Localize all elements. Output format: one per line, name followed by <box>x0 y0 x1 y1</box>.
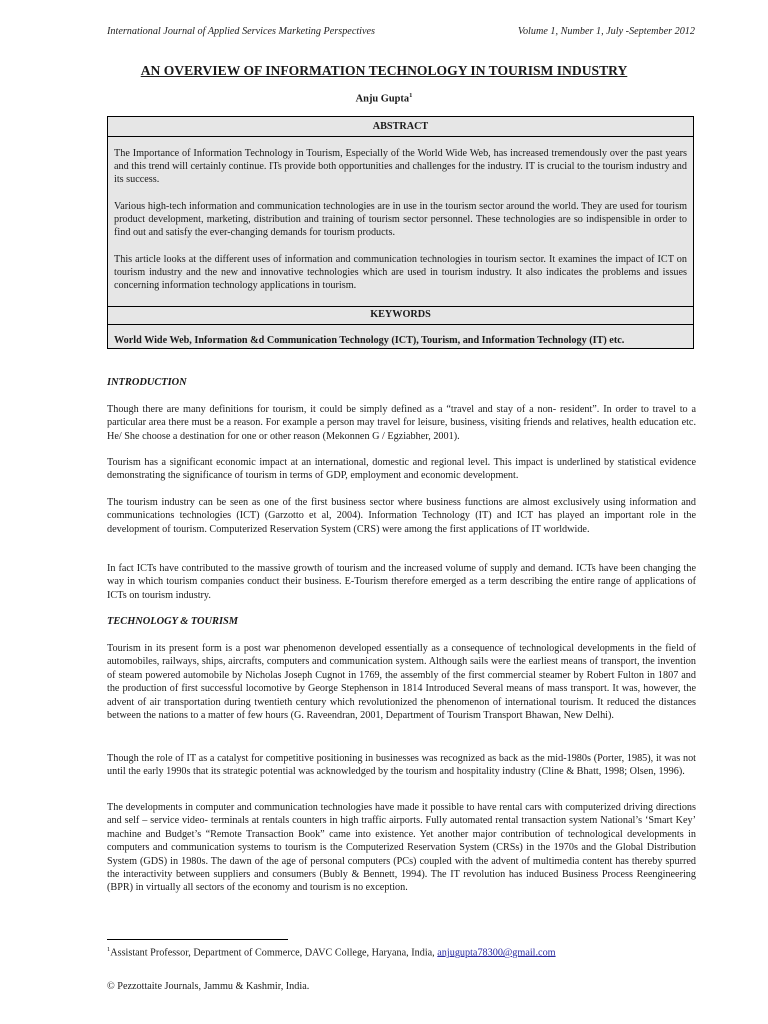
abstract-paragraph: This article looks at the different uses of information and communication technologies in tourism sector. It examines the impact of ICT on tourism industry and the new and innovative technologies which are used in tourism industry. It also indicates the problems and issues concerning information technology applications in tourism. <box>114 254 687 292</box>
keywords-divider-top <box>108 306 693 307</box>
footnote <box>107 946 556 958</box>
footnote-text: Assistant Professor, Department of Commerce, DAVC College, Haryana, India, <box>110 947 438 959</box>
abstract-heading: ABSTRACT <box>372 121 429 132</box>
abstract-paragraph: The Importance of Information Technology in Tourism, Especially of the World Wide Web, has increased tremendously over the past years and this trend will certainly continue. ITs provide both opportunities and challenges for the industry. IT is crucial to the tourism industry and its success. <box>114 148 687 186</box>
section-heading-introduction: INTRODUCTION <box>107 377 187 388</box>
footnote-mark: 1 <box>107 946 111 953</box>
section-heading-technology: TECHNOLOGY & TOURISM <box>107 616 239 627</box>
copyright-notice: © Pezzottaite Journals, Jammu & Kashmir, India. <box>107 981 310 992</box>
abstract-divider <box>108 136 693 137</box>
author-name: Anju Gupta <box>355 93 410 105</box>
body-paragraph: Though there are many definitions for tourism, it could be simply defined as a “travel and stay of a non- resident”. In order to travel to a particular area there must be a reason. For example a person may travel for leisure, business, visiting friends and relatives, health education etc. He/ She choose a destination for one or other reason (Mekonnen G / Egziabher, 2001). <box>107 404 696 442</box>
volume-info: Volume 1, Number 1, July -September 2012 <box>517 26 695 37</box>
keywords-heading: KEYWORDS <box>370 309 431 320</box>
body-paragraph: Though the role of IT as a catalyst for competitive positioning in businesses was recognized as back as the mid-1980s (Porter, 1985), it was not until the early 1990s that its strategic potential was acknowledged by the tourism and hospitality industry (Cline & Bhatt, 1998; Olsen, 1996). <box>107 753 696 778</box>
paper-title: AN OVERVIEW OF INFORMATION TECHNOLOGY IN TOURISM INDUSTRY <box>140 63 628 78</box>
author-footnote-mark: 1 <box>409 92 413 99</box>
abstract-paragraph: Various high-tech information and communication technologies are in use in the tourism sector around the world. They are used for tourism product development, marketing, distribution and training of tourism sector personnel. These technologies are so indispensible in order to find out and satisfy the ever-changing demands for tourism products. <box>114 201 687 239</box>
author-email-link[interactable]: anjugupta78300@gmail.com <box>437 947 556 959</box>
footnote-separator <box>107 939 288 940</box>
body-paragraph: In fact ICTs have contributed to the massive growth of tourism and the increased volume of supply and demand. ICTs have been changing the way in which tourism companies conduct their business. E-Tourism therefore emerged as a term describing the entire range of applications of ICTs on tourism industry. <box>107 563 696 601</box>
body-paragraph: The tourism industry can be seen as one of the first business sector where business functions are almost exclusively using information and communications technologies (ICT) (Garzotto et al, 2004). Information Technology (IT) and ICT has played an important role in the development of tourism. Computerized Reservation System (CRS) were among the first applications of IT worldwide. <box>107 497 696 535</box>
keywords-divider-bottom <box>108 324 693 325</box>
running-header <box>107 26 695 37</box>
journal-name: International Journal of Applied Services Marketing Perspectives <box>107 26 376 37</box>
body-paragraph: The developments in computer and communication technologies have made it possible to have rental cars with computerized driving directions and self – service video- terminals at rentals counters in high traffic airports. Fully automated rental transaction system National’s ‘Smart Key’ machine and Budget’s “Remote Transaction Book” came into existence. Yet another major contribution of technological developments in computers and communication systems to tourism is the Computerized Reservation System (CRSs) in the 1970s and the Global Distribution System (GDS) in 1980s. The dawn of the age of personal computers (PCs) coupled with the advent of multimedia content has thereby spurred the interactivity between suppliers and consumers (Bubly & Bennett, 1994). The IT revolution has induced Business Process Reengineering (BPR) in virtually all sectors of the economy and tourism is no exception. <box>107 802 696 894</box>
keywords-text: World Wide Web, Information &d Communication Technology (ICT), Tourism, and Information Technology (IT) etc. <box>114 335 625 346</box>
body-paragraph: Tourism has a significant economic impact at an international, domestic and regional level. This impact is underlined by statistical evidence demonstrating the significance of tourism in terms of GDP, employment and economic development. <box>107 457 696 482</box>
author-line <box>0 92 768 104</box>
body-paragraph: Tourism in its present form is a post war phenomenon developed essentially as a consequence of technological developments in the field of automobiles, railways, ships, aircrafts, computers and communication system. Although sails were the earliest means of transport, the invention of steam powered automobile by Nicholas Joseph Cugnot in 1769, the assembly of the first commercial steamer by Robert Fulton in 1807 and the production of first successful locomotive by George Stephenson in 1814 Introduced Several means of mass transport. It was, however, the advent of air transportation during twentieth century which revolutionized the phenomenon of international tourism. It reduced the distances between the nations to a matter of few hours (G. Raveendran, 2001, Department of Tourism Transport Bhawan, New Delhi). <box>107 643 696 722</box>
abstract-box <box>107 116 694 349</box>
